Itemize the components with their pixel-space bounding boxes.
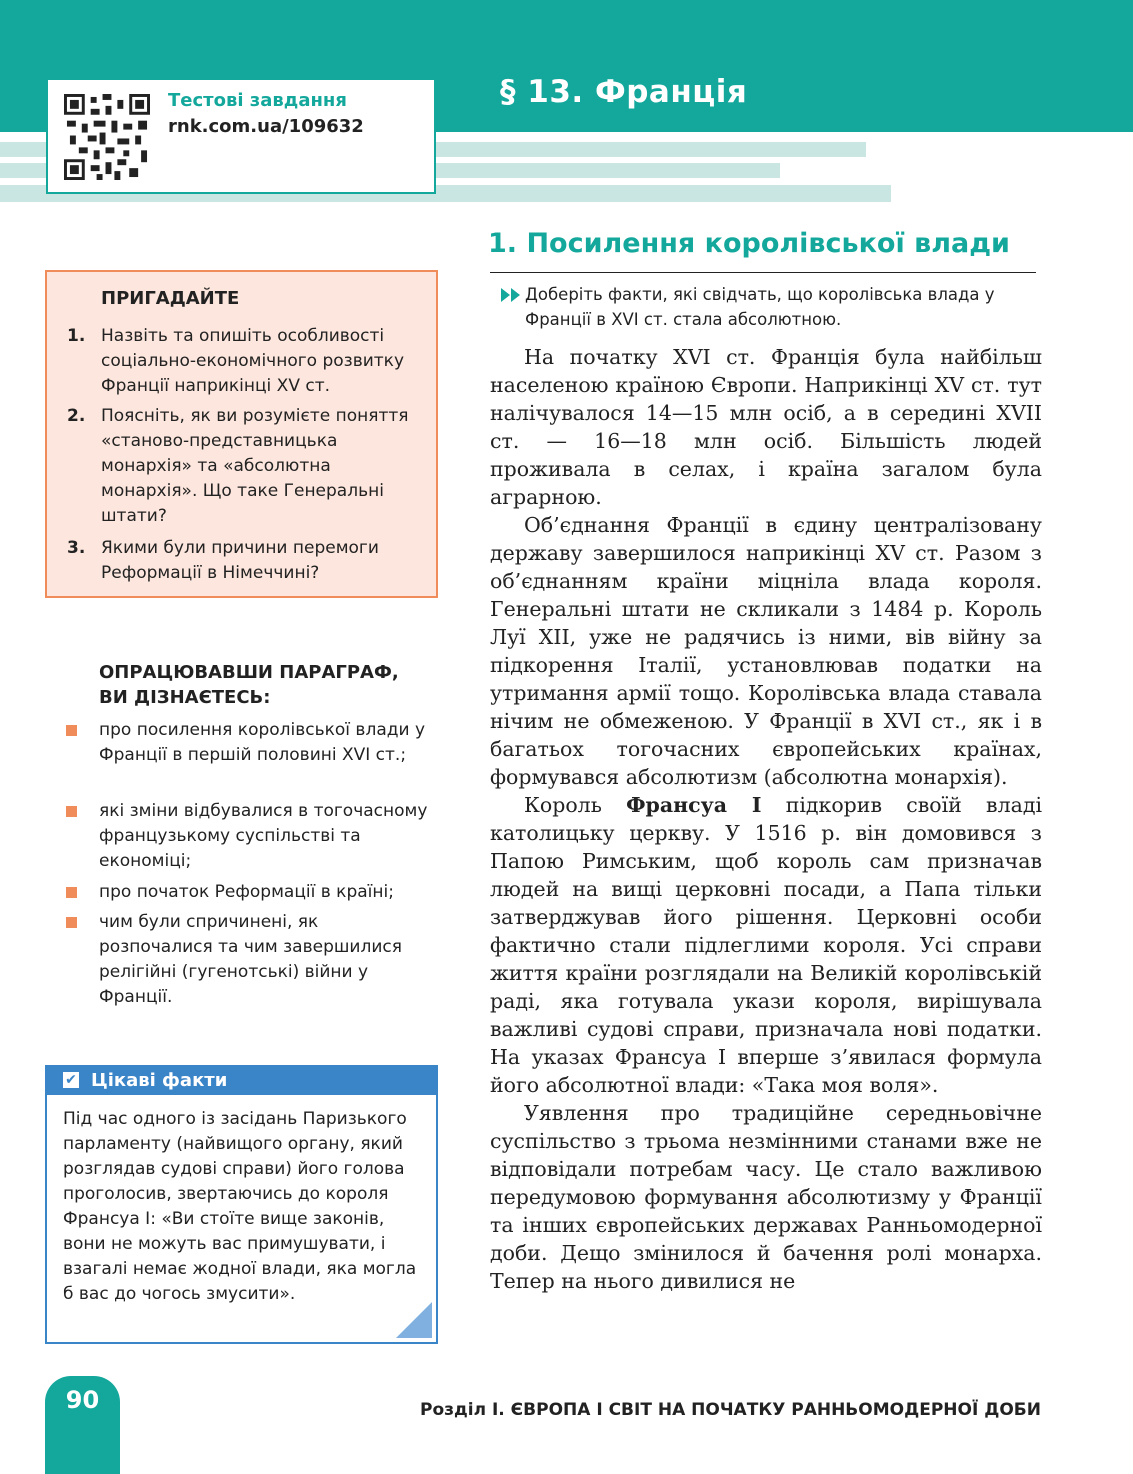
page-corner-icon bbox=[396, 1302, 432, 1338]
item-number: 2. bbox=[67, 406, 86, 426]
main-text bbox=[490, 343, 1042, 1295]
page-number-tab bbox=[45, 1376, 120, 1474]
list-item bbox=[67, 324, 422, 399]
section-divider bbox=[490, 272, 1036, 273]
checkbox-icon: ✔ bbox=[63, 1072, 79, 1088]
item-number: 1. bbox=[67, 326, 86, 346]
bullet-square-icon bbox=[66, 806, 77, 817]
item-text: які зміни відбувалися в тогочасному французькому суспільстві та економіці; bbox=[99, 801, 428, 871]
qr-title: Тестові завдання bbox=[168, 90, 347, 111]
bold-name: Франсуа I bbox=[626, 793, 762, 817]
item-text: про початок Реформації в країні; bbox=[99, 882, 394, 902]
section-footer: Розділ I. ЄВРОПА І СВІТ НА ПОЧАТКУ РАННЬОМОДЕРНОЇ ДОБИ bbox=[420, 1400, 1041, 1420]
qr-link[interactable]: rnk.com.ua/109632 bbox=[168, 116, 364, 137]
paragraph: Уявлення про традиційне середньовічне суспільство з трьома незмінними станами вже не відповідали потребам часу. Це стало важливою передумовою формування абсолютизму у Франції та інших європейських державах Ранньомодерної доби. Дещо змінилося й бачення ролі монарха. Тепер на нього дивилися не bbox=[490, 1101, 1042, 1293]
item-text: Поясніть, як ви розумієте поняття «станово-представницька монархія» та «абсолютна монархія». Що таке Генеральні штати? bbox=[101, 406, 409, 526]
facts-title: Цікаві факти bbox=[91, 1070, 228, 1091]
list-item bbox=[66, 880, 436, 905]
double-arrow-icon bbox=[501, 288, 523, 302]
paragraph bbox=[490, 791, 1042, 1099]
remember-title: ПРИГАДАЙТЕ bbox=[101, 288, 240, 309]
remember-box bbox=[45, 270, 438, 598]
paragraph bbox=[490, 511, 1042, 791]
paragraph: На початку XVI ст. Франція була найбільш населеною країною Європи. Наприкінці XV ст. тут налічувалося 14—15 млн осіб, а в середині XVII ст. — 16—18 млн осіб. Більшість людей проживала в селах, і країна загалом була аграрною. bbox=[490, 345, 1042, 509]
task-text: Доберіть факти, які свідчать, що королівська влада у Франції в XVI ст. стала абсолютною. bbox=[525, 285, 995, 329]
list-item bbox=[66, 718, 436, 768]
item-text: чим були спричинені, як розпочалися та чим завершилися релігійні (гугенотські) війни у Франції. bbox=[99, 912, 402, 1007]
list-item bbox=[66, 910, 436, 1010]
list-item bbox=[67, 536, 422, 586]
paragraph-text: Об’єднання Франції в єдину централізовану державу завершилося наприкінці XV ст. Разом з об’єднанням країни міцніла влада короля. Генеральні штати не скликали з 1484 р. Король Луї XII, уже не радячись із ними, вів війну за підкорення Італії, установлював податки на утримання армії тощо. Королівська влада ставала нічим не обмеженою. У Франції в XVI ст., як і в багатьох тогочасних європейських країнах, формувався абсолютизм (абсолютна монархія). bbox=[490, 513, 1042, 789]
paragraph-start: Король bbox=[524, 793, 627, 817]
item-number: 3. bbox=[67, 538, 86, 558]
qr-code-icon[interactable] bbox=[64, 94, 150, 180]
paragraph-text: підкорив своїй владі католицьку церкву. У 1516 р. він домовився з Папою Римським, щоб король сам призначав людей на вищі церковні посади, а Папа тільки затверджував його рішення. Церковні особи фактично стали підлеглими короля. Усі справи життя країни розглядали на Великій королівській раді, яка готувала укази короля, вирішувала важливі судові справи, призначала нові податки. На указах Франсуа I вперше з’явилася формула його абсолютної влади: «Така моя воля». bbox=[490, 793, 1042, 1097]
page-title: § 13. Франція bbox=[500, 74, 748, 110]
qr-test-box[interactable] bbox=[46, 78, 436, 194]
facts-header bbox=[47, 1067, 436, 1095]
item-text: про посилення королівської влади у Франції в першій половині XVI ст.; bbox=[99, 720, 426, 765]
list-item bbox=[66, 799, 436, 874]
list-item bbox=[67, 404, 422, 529]
bullet-square-icon bbox=[66, 917, 77, 928]
facts-text: Під час одного із засідань Паризького парламенту (найвищого органу, який розглядав судові справи) його голова проголосив, звертаючись до короля Франсуа I: «Ви стоїте вище законів, вони не можуть вас примушувати, і взагалі немає жодної влади, яка могла б вас до чогось змусити». bbox=[63, 1109, 417, 1304]
section-title: 1. Посилення королівської влади bbox=[488, 228, 1010, 259]
bullet-square-icon bbox=[66, 887, 77, 898]
interesting-facts-box bbox=[45, 1065, 438, 1344]
bullet-square-icon bbox=[66, 725, 77, 736]
page-number: 90 bbox=[65, 1386, 100, 1414]
item-text: Якими були причини перемоги Реформації в Німеччині? bbox=[101, 538, 379, 583]
learn-title: ОПРАЦЮВАВШИ ПАРАГРАФ, ВИ ДІЗНАЄТЕСЬ: bbox=[99, 662, 399, 708]
item-text: Назвіть та опишіть особливості соціально-економічного розвитку Франції наприкінці XV ст. bbox=[101, 326, 405, 396]
